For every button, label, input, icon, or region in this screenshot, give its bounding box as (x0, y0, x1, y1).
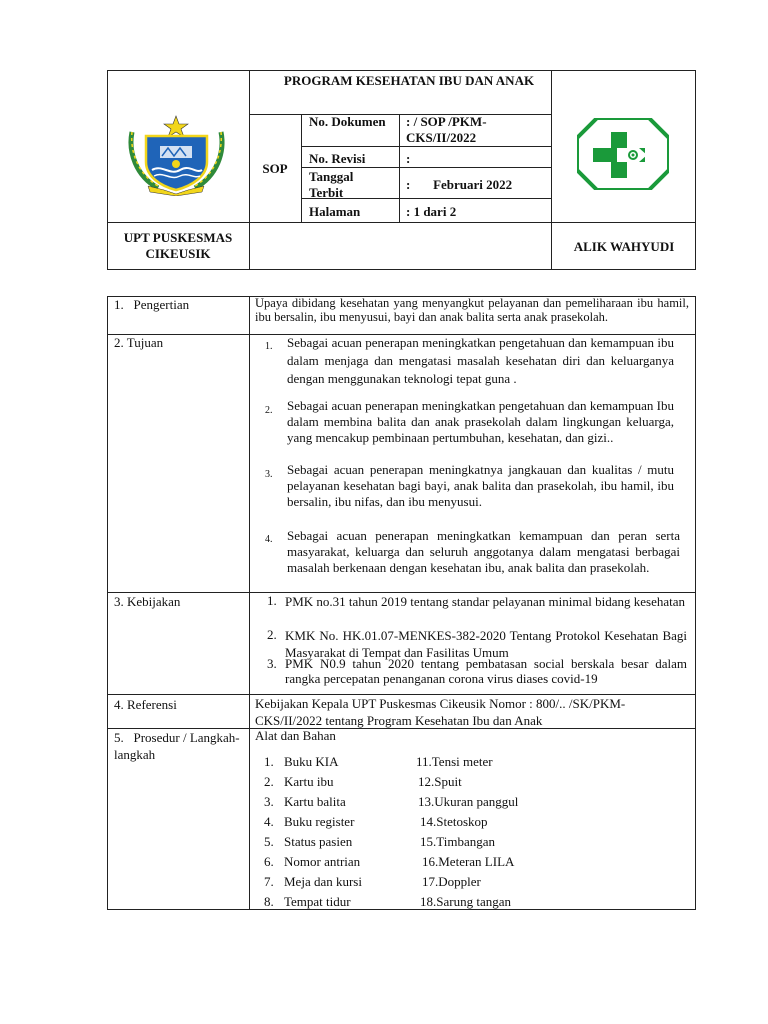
list-item: 16.Meteran LILA (422, 854, 515, 869)
list-item: 4. Buku register (264, 814, 355, 829)
page-label: Halaman (309, 204, 361, 219)
tujuan-item-number: 3. (265, 469, 273, 480)
prosedur-label: 5. Prosedur / Langkah-langkah (114, 730, 240, 762)
list-item: 3. Kartu balita (264, 794, 346, 809)
referensi-label: 4. Referensi (114, 697, 177, 712)
tujuan-item: Sebagai acuan penerapan meningkatnya jangkauan dan kualitas / mutu pelayanan kesehatan bagi bayi, anak balita dan prasekolah, ibu hamil, ibu bersalin, ibu nifas, dan ibu menyusui. (287, 462, 674, 509)
org-name: UPT PUSKESMAS CIKEUSIK (123, 230, 233, 261)
list-item: 2. Kartu ibu (264, 774, 334, 789)
sop-label: SOP (262, 161, 288, 176)
list-item: 11.Tensi meter (416, 754, 493, 769)
kebijakan-item-number: 1. (267, 593, 277, 608)
issue-date-label: Tanggal Terbit (309, 169, 354, 200)
pengertian-label: 1. Pengertian (114, 297, 190, 312)
tujuan-label: 2. Tujuan (114, 335, 164, 350)
kebijakan-item-number: 3. (267, 656, 277, 671)
tujuan-item: Sebagai acuan penerapan meningkatkan pengetahuan dan kemampuan Ibu dalam membina balita dan anak prasekolah dalam lingkungan keluarga, yang mencakup pembinaan pertumbuhan, kesehatan, dan gizi.. (287, 398, 674, 445)
list-item: 1. Buku KIA (264, 754, 339, 769)
kebijakan-item-number: 2. (267, 627, 277, 642)
tujuan-item-number: 4. (265, 534, 273, 545)
list-item: 18.Sarung tangan (420, 894, 511, 909)
doc-number-value: : / SOP /PKM-CKS/II/2022 (406, 114, 487, 145)
list-item: 7. Meja dan kursi (264, 874, 362, 889)
page-value: : 1 dari 2 (406, 204, 457, 219)
list-item: 17.Doppler (422, 874, 481, 889)
kebijakan-item: KMK No. HK.01.07-MENKES-382-2020 Tentang Protokol Kesehatan Bagi Masyarakat di Tempat dan Fasilitas Umum (285, 628, 687, 660)
referensi-text: Kebijakan Kepala UPT Puskesmas Cikeusik Nomor : 800/.. /SK/PKM-CKS/II/2022 tentang Program Kesehatan Ibu dan Anak (255, 696, 626, 728)
puskesmas-logo (577, 118, 669, 190)
kebijakan-item: PMK N0.9 tahun 2020 tentang pembatasan social berskala besar dalam rangka percepatan penanganan corona virus diases covid-19 (285, 656, 687, 686)
revision-value: : (406, 151, 411, 166)
kebijakan-item: PMK no.31 tahun 2019 tentang standar pelayanan minimal bidang kesehatan (285, 594, 686, 609)
district-emblem-logo (124, 114, 229, 196)
list-item: 15.Timbangan (420, 834, 495, 849)
tujuan-item-number: 2. (265, 405, 273, 416)
kebijakan-label: 3. Kebijakan (114, 594, 181, 609)
pengertian-text: Upaya dibidang kesehatan yang menyangkut pelayanan dan pemeliharaan ibu hamil, ibu bersalin, ibu menyusui, bayi dan anak balita serta anak prasekolah. (255, 296, 689, 324)
list-item: 6. Nomor antrian (264, 854, 361, 869)
revision-label: No. Revisi (309, 151, 366, 166)
program-title: PROGRAM KESEHATAN IBU DAN ANAK (283, 73, 535, 88)
tujuan-item: Sebagai acuan penerapan meningkatkan kemampuan dan peran serta masyarakat, keluarga dan seluruh anggotanya dalam mengatasi berbagai masalah berkenaan dengan kesehatan ibu, anak balita dan prasekolah. (287, 528, 680, 575)
list-item: 5. Status pasien (264, 834, 353, 849)
list-item: 13.Ukuran panggul (418, 794, 519, 809)
tujuan-item-number: 1. (265, 341, 273, 352)
doc-number-label: No. Dokumen (309, 114, 386, 129)
list-item: 8. Tempat tidur (264, 894, 351, 909)
alat-bahan-subtitle: Alat dan Bahan (255, 728, 336, 743)
tujuan-item: Sebagai acuan penerapan meningkatkan pengetahuan dan kemampuan ibu dalam menjaga dan mengatasi masalah kesehatan diri dan keluarganya dengan menggunakan teknologi tepat guna . (287, 335, 674, 386)
issue-date-value: : Februari 2022 (406, 177, 513, 192)
list-item: 14.Stetoskop (420, 814, 488, 829)
signer-name: ALIK WAHYUDI (573, 239, 675, 254)
list-item: 12.Spuit (418, 774, 462, 789)
